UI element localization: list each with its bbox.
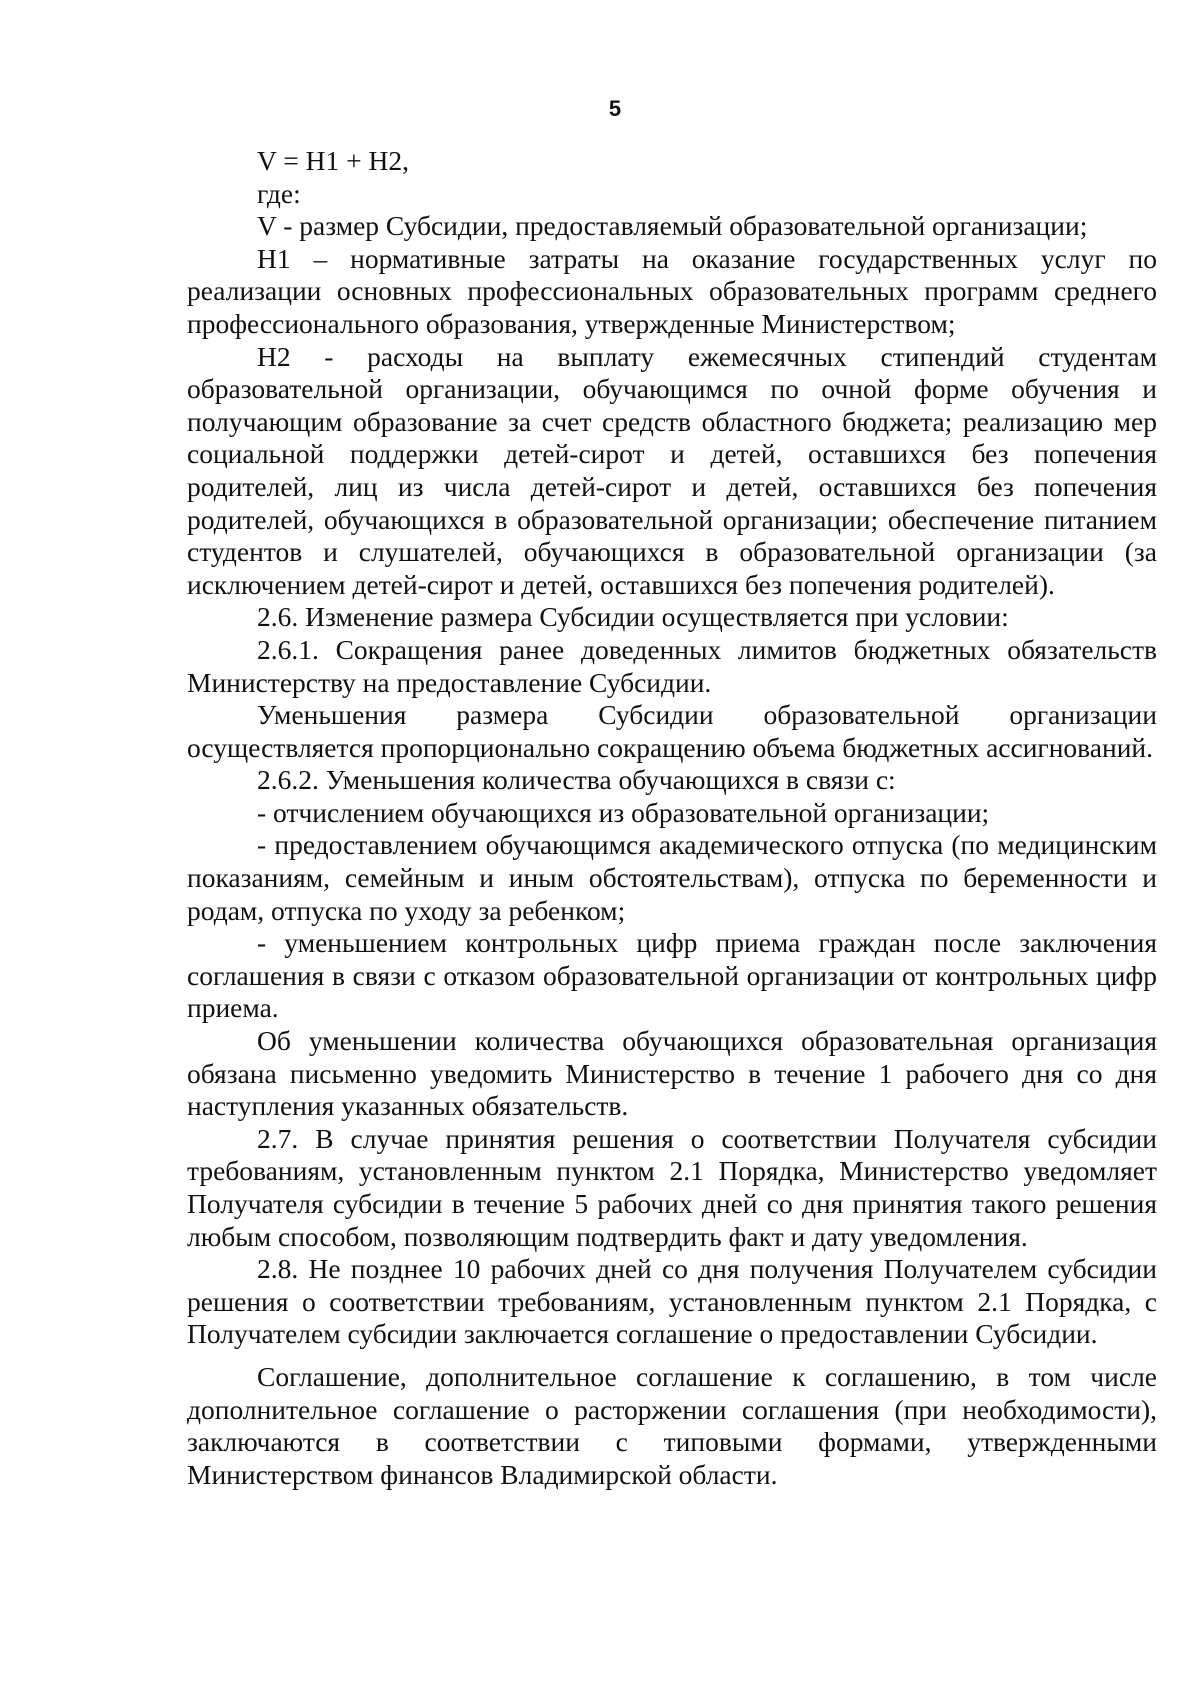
clause-2-6-1: 2.6.1. Сокращения ранее доведенных лимитов бюджетных обязательств Министерству на предоставление Субсидии. — [187, 633, 1157, 698]
definition-h2: Н2 - расходы на выплату ежемесячных стипендий студентам образовательной организации, обучающимся по очной форме обучения и получающим образование за счет средств областного бюджета; реализацию мер социальной поддержки детей-сирот и детей, оставшихся без попечения родителей, лиц из числа детей-сирот и детей, оставшихся без попечения родителей, обучающихся в образовательной организации; обеспечение питанием студентов и слушателей, обучающихся в образовательной организации (за исключением детей-сирот и детей, оставшихся без попечения родителей). — [187, 340, 1157, 600]
clause-2-7: 2.7. В случае принятия решения о соответствии Получателя субсидии требованиям, установленным пунктом 2.1 Порядка, Министерство уведомляет Получателя субсидии в течение 5 рабочих дней со дня принятия такого решения любым способом, позволяющим подтвердить факт и дату уведомления. — [187, 1122, 1157, 1252]
list-item-admission-reduction: - уменьшением контрольных цифр приема граждан после заключения соглашения в связи с отказом образовательной организации от контрольных цифр приема. — [187, 927, 1157, 1024]
list-item-leave: - предоставлением обучающимся академического отпуска (по медицинским показаниям, семейным и иным обстоятельствам), отпуска по беременности и родам, отпуска по уходу за ребенком; — [187, 829, 1157, 926]
definition-h1: Н1 – нормативные затраты на оказание государственных услуг по реализации основных профессиональных образовательных программ среднего профессионального образования, утвержденные Министерством; — [187, 242, 1157, 339]
list-item-expulsion: - отчислением обучающихся из образовательной организации; — [257, 796, 990, 828]
document-body — [187, 145, 1157, 1491]
clause-2-6: 2.6. Изменение размера Субсидии осуществляется при условии: — [257, 601, 1009, 633]
clause-2-6-2: 2.6.2. Уменьшения количества обучающихся в связи с: — [257, 764, 896, 796]
formula-line: V = H1 + H2, — [257, 145, 409, 176]
paragraph-agreement: Соглашение, дополнительное соглашение к соглашению, в том числе дополнительное соглашение о расторжении соглашения (при необходимости), заключаются в соответствии с типовыми формами, утвержденными Министерством финансов Владимирской области. — [187, 1360, 1157, 1490]
definition-v: V - размер Субсидии, предоставляемый образовательной организации; — [257, 210, 1088, 242]
page-number: 5 — [608, 96, 622, 121]
paragraph-reduction: Уменьшения размера Субсидии образовательной организации осуществляется пропорционально сокращению объема бюджетных ассигнований. — [187, 699, 1157, 763]
clause-2-8: 2.8. Не позднее 10 рабочих дней со дня получения Получателем субсидии решения о соответствии требованиям, установленным пунктом 2.1 Порядка, с Получателем субсидии заключается соглашение о предоставлении Субсидии. — [187, 1253, 1157, 1350]
where-label: где: — [257, 177, 301, 209]
paragraph-notification: Об уменьшении количества обучающихся образовательная организация обязана письменно уведомить Министерство в течение 1 рабочего дня со дня наступления указанных обязательств. — [187, 1025, 1157, 1122]
